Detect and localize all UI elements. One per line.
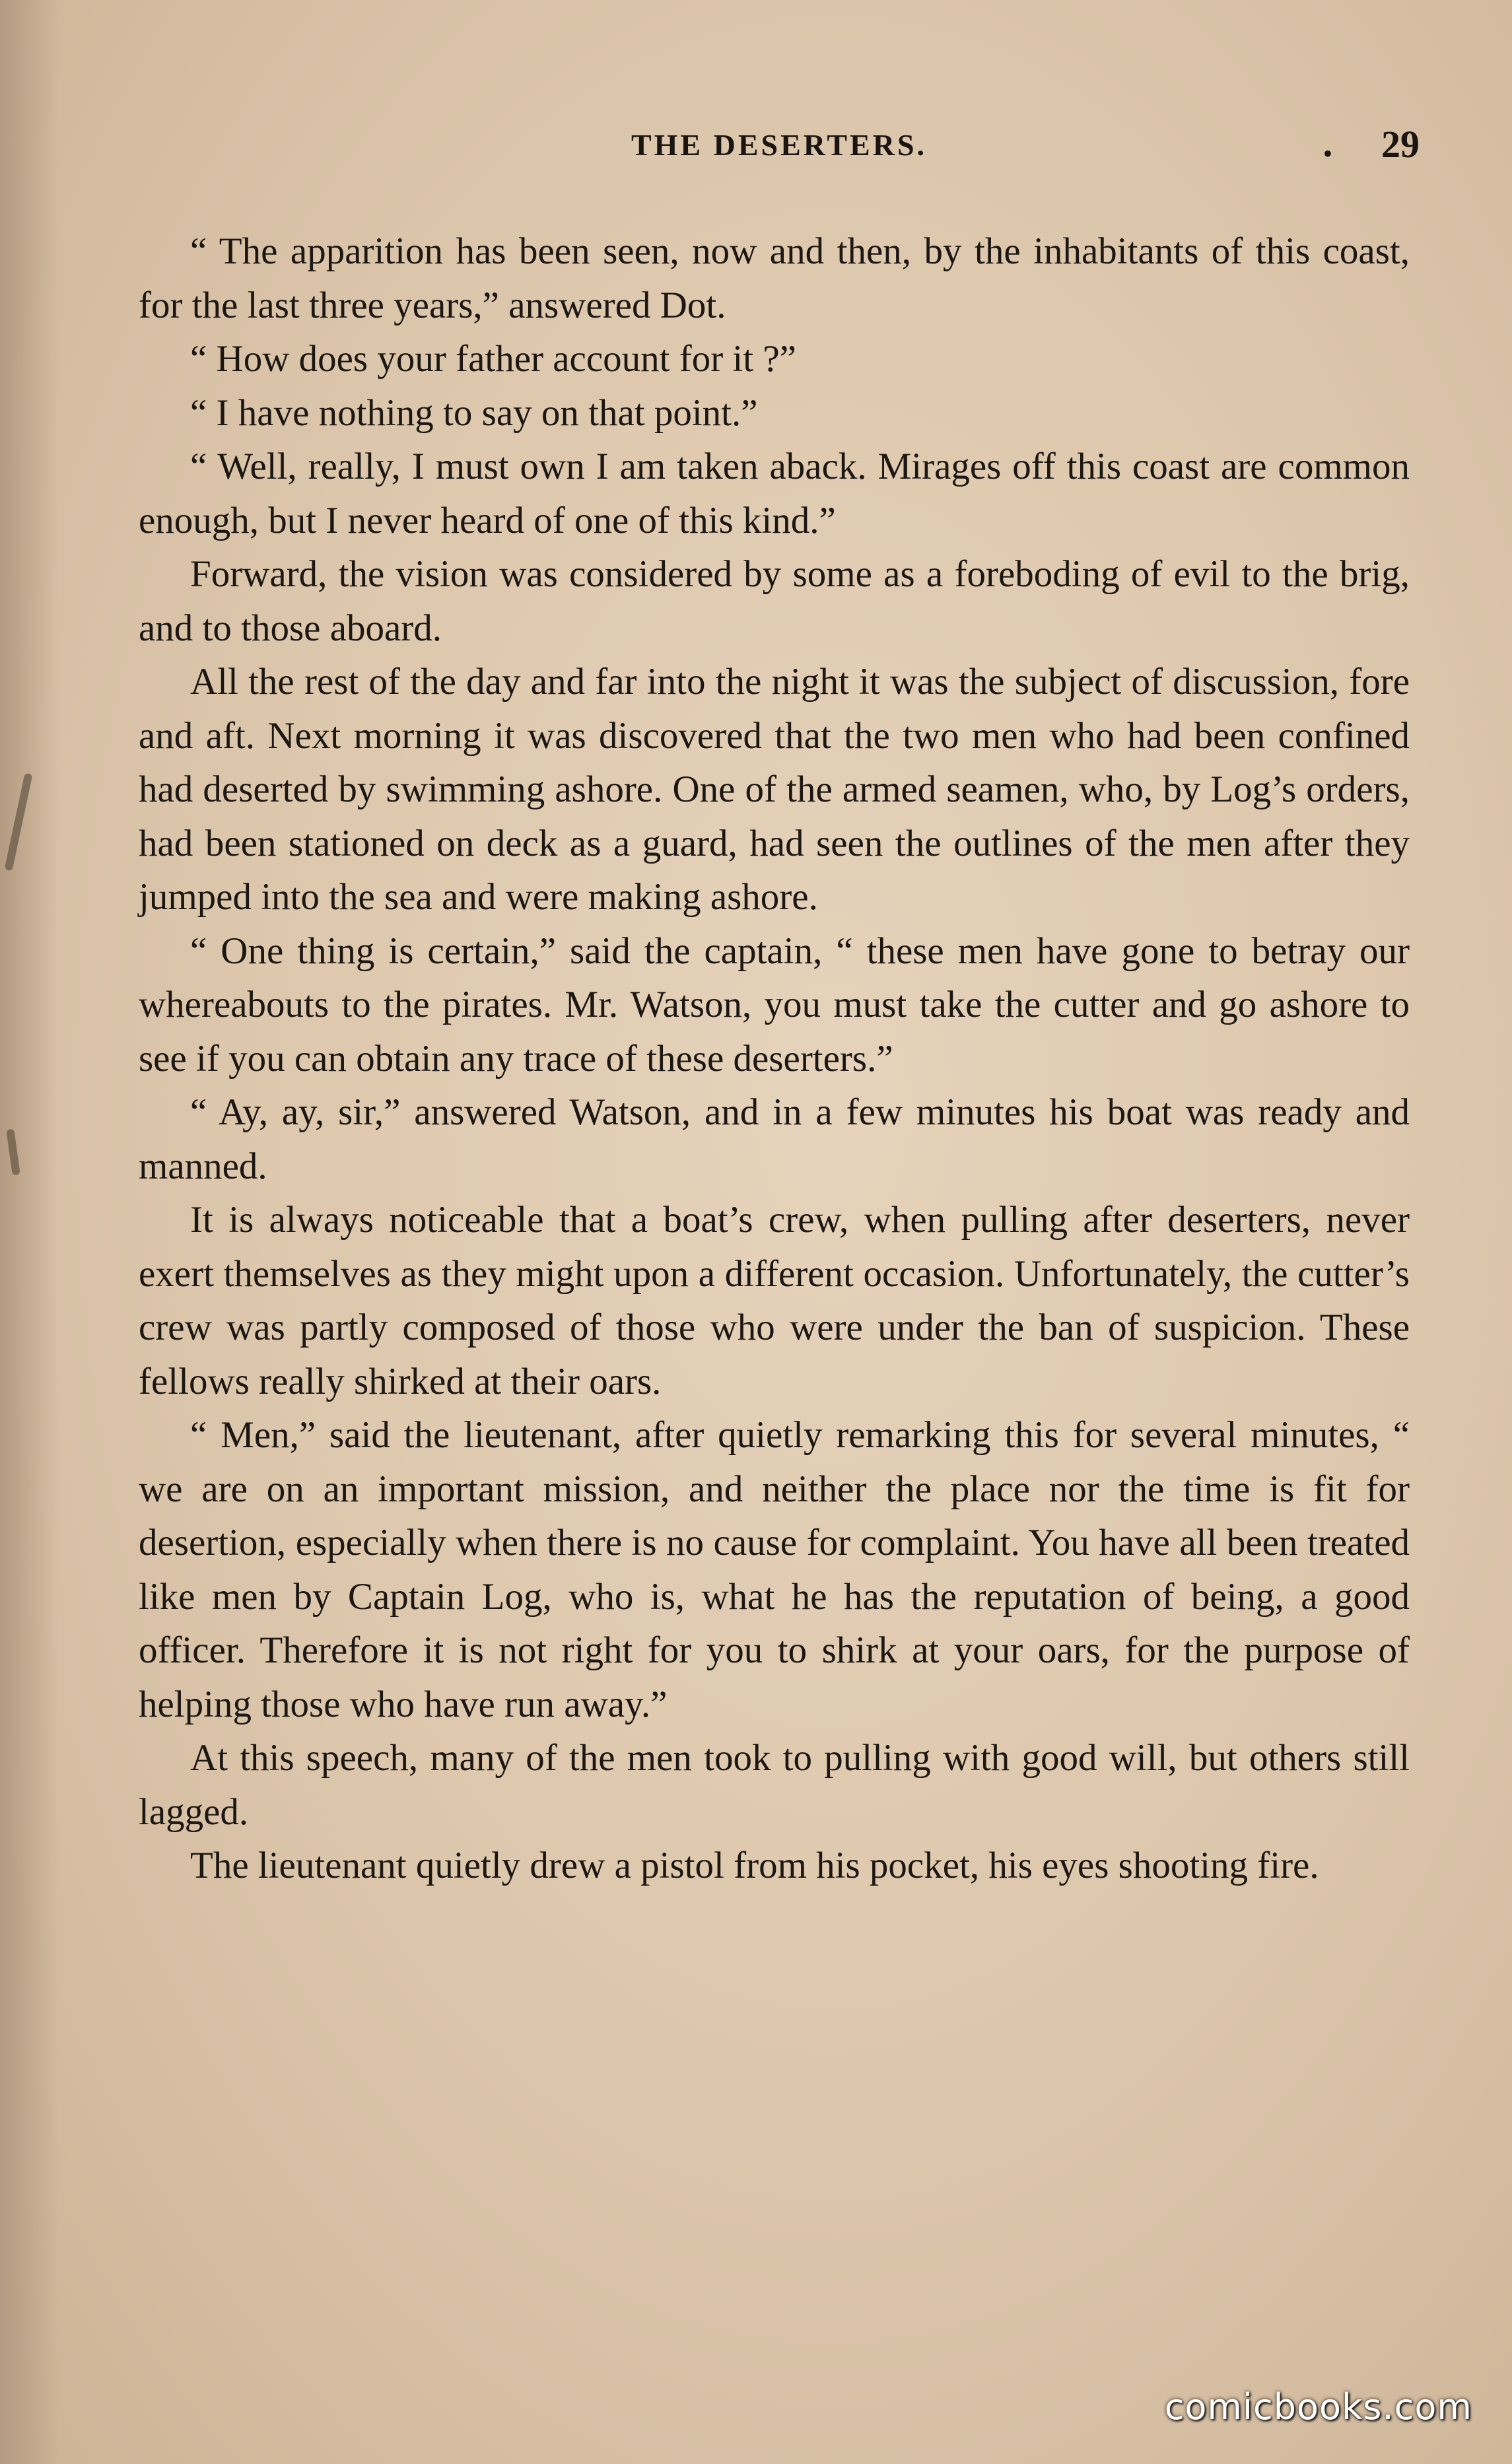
paragraph: “ Ay, ay, sir,” answered Watson, and in a few minutes his boat was ready and manned. xyxy=(139,1091,1410,1187)
body-text xyxy=(139,224,1410,1893)
paragraph: “ I have nothing to say on that point.” xyxy=(190,392,758,434)
paragraph: It is always noticeable that a boat’s crew, when pulling after deserters, never exert themselves as they might upon a different occasion. Unfortunately, the cutter’s crew was partly composed of those who were under the ban of suspicion. These fellows really shirked at their oars. xyxy=(139,1199,1410,1402)
paragraph: The lieutenant quietly drew a pistol from his pocket, his eyes shooting fire. xyxy=(190,1845,1319,1886)
paragraph: All the rest of the day and far into the night it was the subject of discussion, fore and aft. Next morning it was discovered that the two men who had been confined had deserted by swimming ashore. One of the armed seamen, who, by Log’s orders, had been stationed on deck as a guard, had seen the outlines of the men after they jumped into the sea and were making ashore. xyxy=(139,661,1410,918)
paragraph: Forward, the vision was considered by some as a foreboding of evil to the brig, and to those aboard. xyxy=(139,553,1410,649)
running-head xyxy=(139,122,1420,168)
site-watermark: comicbooks.com xyxy=(1164,2386,1472,2428)
running-head-dot: . xyxy=(1321,125,1334,165)
running-head-title: THE DESERTERS. xyxy=(631,128,928,162)
paragraph: “ One thing is certain,” said the captain, “ these men have gone to betray our whereabouts to the pirates. Mr. Watson, you must take the cutter and go ashore to see if you can obtain any trace of these deserters.” xyxy=(139,930,1410,1079)
paragraph: “ How does your father account for it ?” xyxy=(190,338,796,380)
page-gutter-shadow xyxy=(0,0,59,2464)
paragraph: “ Men,” said the lieutenant, after quietly remarking this for several minutes, “ we are on an important mission, and neither the place nor the time is fit for desertion, especially when there is no cause for complaint. You have all been treated like men by Captain Log, who is, what he has the reputation of being, a good officer. Therefore it is not right for you to shirk at your oars, for the purpose of helping those who have run away.” xyxy=(139,1414,1410,1725)
page-number: 29 xyxy=(1381,123,1420,166)
paragraph: “ Well, really, I must own I am taken aback. Mirages off this coast are common enough, but I never heard of one of this kind.” xyxy=(139,446,1410,541)
paragraph: “ The apparition has been seen, now and then, by the inhabitants of this coast, for the last three years,” answered Dot. xyxy=(139,230,1410,326)
paragraph: At this speech, many of the men took to pulling with good will, but others still lagged. xyxy=(139,1737,1410,1833)
